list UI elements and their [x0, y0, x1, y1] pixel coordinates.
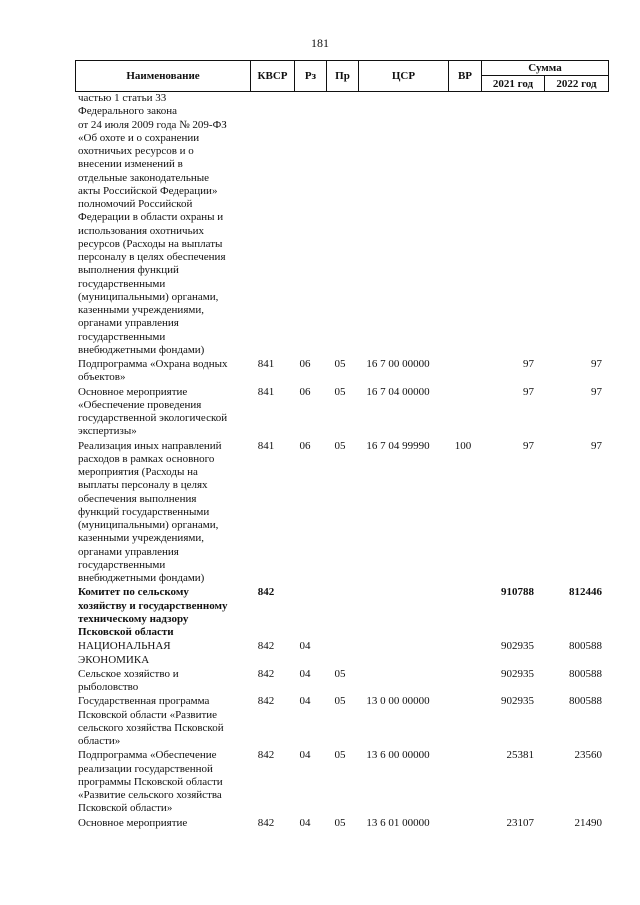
cell-sum-2022: 21490	[574, 816, 602, 829]
cell-kvsr: 842	[257, 695, 275, 708]
cell-pr: 05	[334, 695, 346, 708]
cell-rz: 06	[299, 439, 311, 452]
cell-rz: 04	[299, 667, 311, 680]
cell-sum-2021: 23107	[506, 816, 534, 829]
cell-name: Сельское хозяйство и рыболовство	[78, 667, 179, 693]
header-name: Наименование	[76, 61, 251, 91]
cell-sum-2022: 800588	[569, 640, 602, 653]
table-row	[0, 749, 640, 816]
cell-name: Реализация иных направлений расходов в рамках основного мероприятия (Расходы на выплаты персоналу в целях обеспечения выполнения функций государственными (муниципальными) органами, казенными учреждениями, органами управления государственными внебюджетными фондами)	[78, 439, 222, 584]
cell-kvsr: 842	[257, 816, 275, 829]
cell-pr: 05	[334, 749, 346, 762]
table-body	[0, 92, 640, 831]
cell-pr: 05	[334, 667, 346, 680]
table-row	[0, 817, 640, 831]
cell-name: НАЦИОНАЛЬНАЯ ЭКОНОМИКА	[78, 640, 171, 666]
cell-kvsr: 842	[257, 667, 275, 680]
cell-sum-2021: 25381	[506, 749, 534, 762]
cell-rz: 04	[299, 695, 311, 708]
cell-sum-2021: 910788	[501, 586, 534, 599]
cell-sum-2021: 97	[523, 385, 534, 398]
cell-sum-2021: 902935	[501, 695, 534, 708]
cell-csr: 13 0 00 00000	[366, 695, 430, 708]
cell-kvsr: 841	[257, 385, 275, 398]
table-header	[75, 60, 609, 92]
cell-sum-2022: 800588	[569, 695, 602, 708]
cell-csr: 13 6 01 00000	[366, 816, 430, 829]
cell-kvsr: 841	[257, 439, 275, 452]
header-csr: ЦСР	[359, 61, 449, 91]
table-row	[0, 586, 640, 640]
cell-sum-2021: 97	[523, 439, 534, 452]
cell-kvsr: 842	[257, 586, 275, 599]
cell-csr: 16 7 04 99990	[366, 439, 430, 452]
header-pr: Пр	[327, 61, 359, 91]
cell-name: Основное мероприятие «Обеспечение проведения государственной экологической экспертизы»	[78, 385, 228, 438]
cell-kvsr: 841	[257, 358, 275, 370]
cell-csr: 16 7 00 00000	[366, 358, 430, 370]
header-rz: Рз	[295, 61, 327, 91]
cell-csr: 13 6 00 00000	[366, 749, 430, 762]
cell-rz: 04	[299, 749, 311, 762]
cell-vr: 100	[454, 439, 472, 452]
cell-name: Основное мероприятие	[78, 816, 188, 829]
cell-rz: 06	[299, 358, 311, 370]
cell-sum-2022: 97	[591, 358, 602, 370]
cell-name: частью 1 статьи 33 Федерального закона от 24 июля 2009 года № 209-ФЗ «Об охоте и о сохранении охотничьих ресурсов и о внесении изменений в отдельные законодательные акты Российской Федерации» полномочий Российской Федерации в области охраны и использования охотничьих ресурсов (Расходы на выплаты персоналу в целях обеспечения выполнения функций государственными (муниципальными) органами, казенными учреждениями, органами управления государственными внебюджетными фондами)	[78, 92, 227, 356]
cell-csr: 16 7 04 00000	[366, 385, 430, 398]
cell-pr: 05	[334, 358, 346, 370]
cell-rz: 04	[299, 816, 311, 829]
cell-name: Государственная программа Псковской области «Развитие сельского хозяйства Псковской области»	[78, 695, 224, 747]
cell-sum-2021: 97	[523, 358, 534, 370]
cell-sum-2022: 97	[591, 385, 602, 398]
cell-pr: 05	[334, 816, 346, 829]
cell-pr: 05	[334, 439, 346, 452]
cell-sum-2022: 812446	[569, 586, 602, 599]
cell-sum-2022: 800588	[569, 667, 602, 680]
cell-sum-2022: 23560	[574, 749, 602, 762]
cell-sum-2021: 902935	[501, 667, 534, 680]
cell-name: Комитет по сельскому хозяйству и государственному техническому надзору Псковской области	[78, 586, 228, 638]
cell-name: Подпрограмма «Обеспечение реализации государственной программы Псковской области «Развитие сельского хозяйства Псковской области»	[78, 749, 223, 815]
table-row	[0, 640, 640, 668]
table-row	[0, 668, 640, 696]
table-row	[0, 358, 640, 386]
cell-name: Подпрограмма «Охрана водных объектов»	[78, 358, 228, 384]
cell-rz: 06	[299, 385, 311, 398]
table-row	[0, 386, 640, 440]
cell-kvsr: 842	[257, 749, 275, 762]
header-year-2021: 2021 год	[482, 76, 545, 91]
header-vr: ВР	[449, 61, 482, 91]
header-sum: Сумма	[482, 61, 608, 76]
page-number: 181	[311, 36, 329, 50]
cell-rz: 04	[299, 640, 311, 653]
cell-sum-2021: 902935	[501, 640, 534, 653]
cell-pr: 05	[334, 385, 346, 398]
header-year-2022: 2022 год	[556, 77, 597, 90]
table-row	[0, 695, 640, 749]
header-kvsr: КВСР	[251, 61, 295, 91]
table-row	[0, 92, 640, 358]
cell-sum-2022: 97	[591, 439, 602, 452]
table-row	[0, 440, 640, 587]
cell-kvsr: 842	[257, 640, 275, 653]
